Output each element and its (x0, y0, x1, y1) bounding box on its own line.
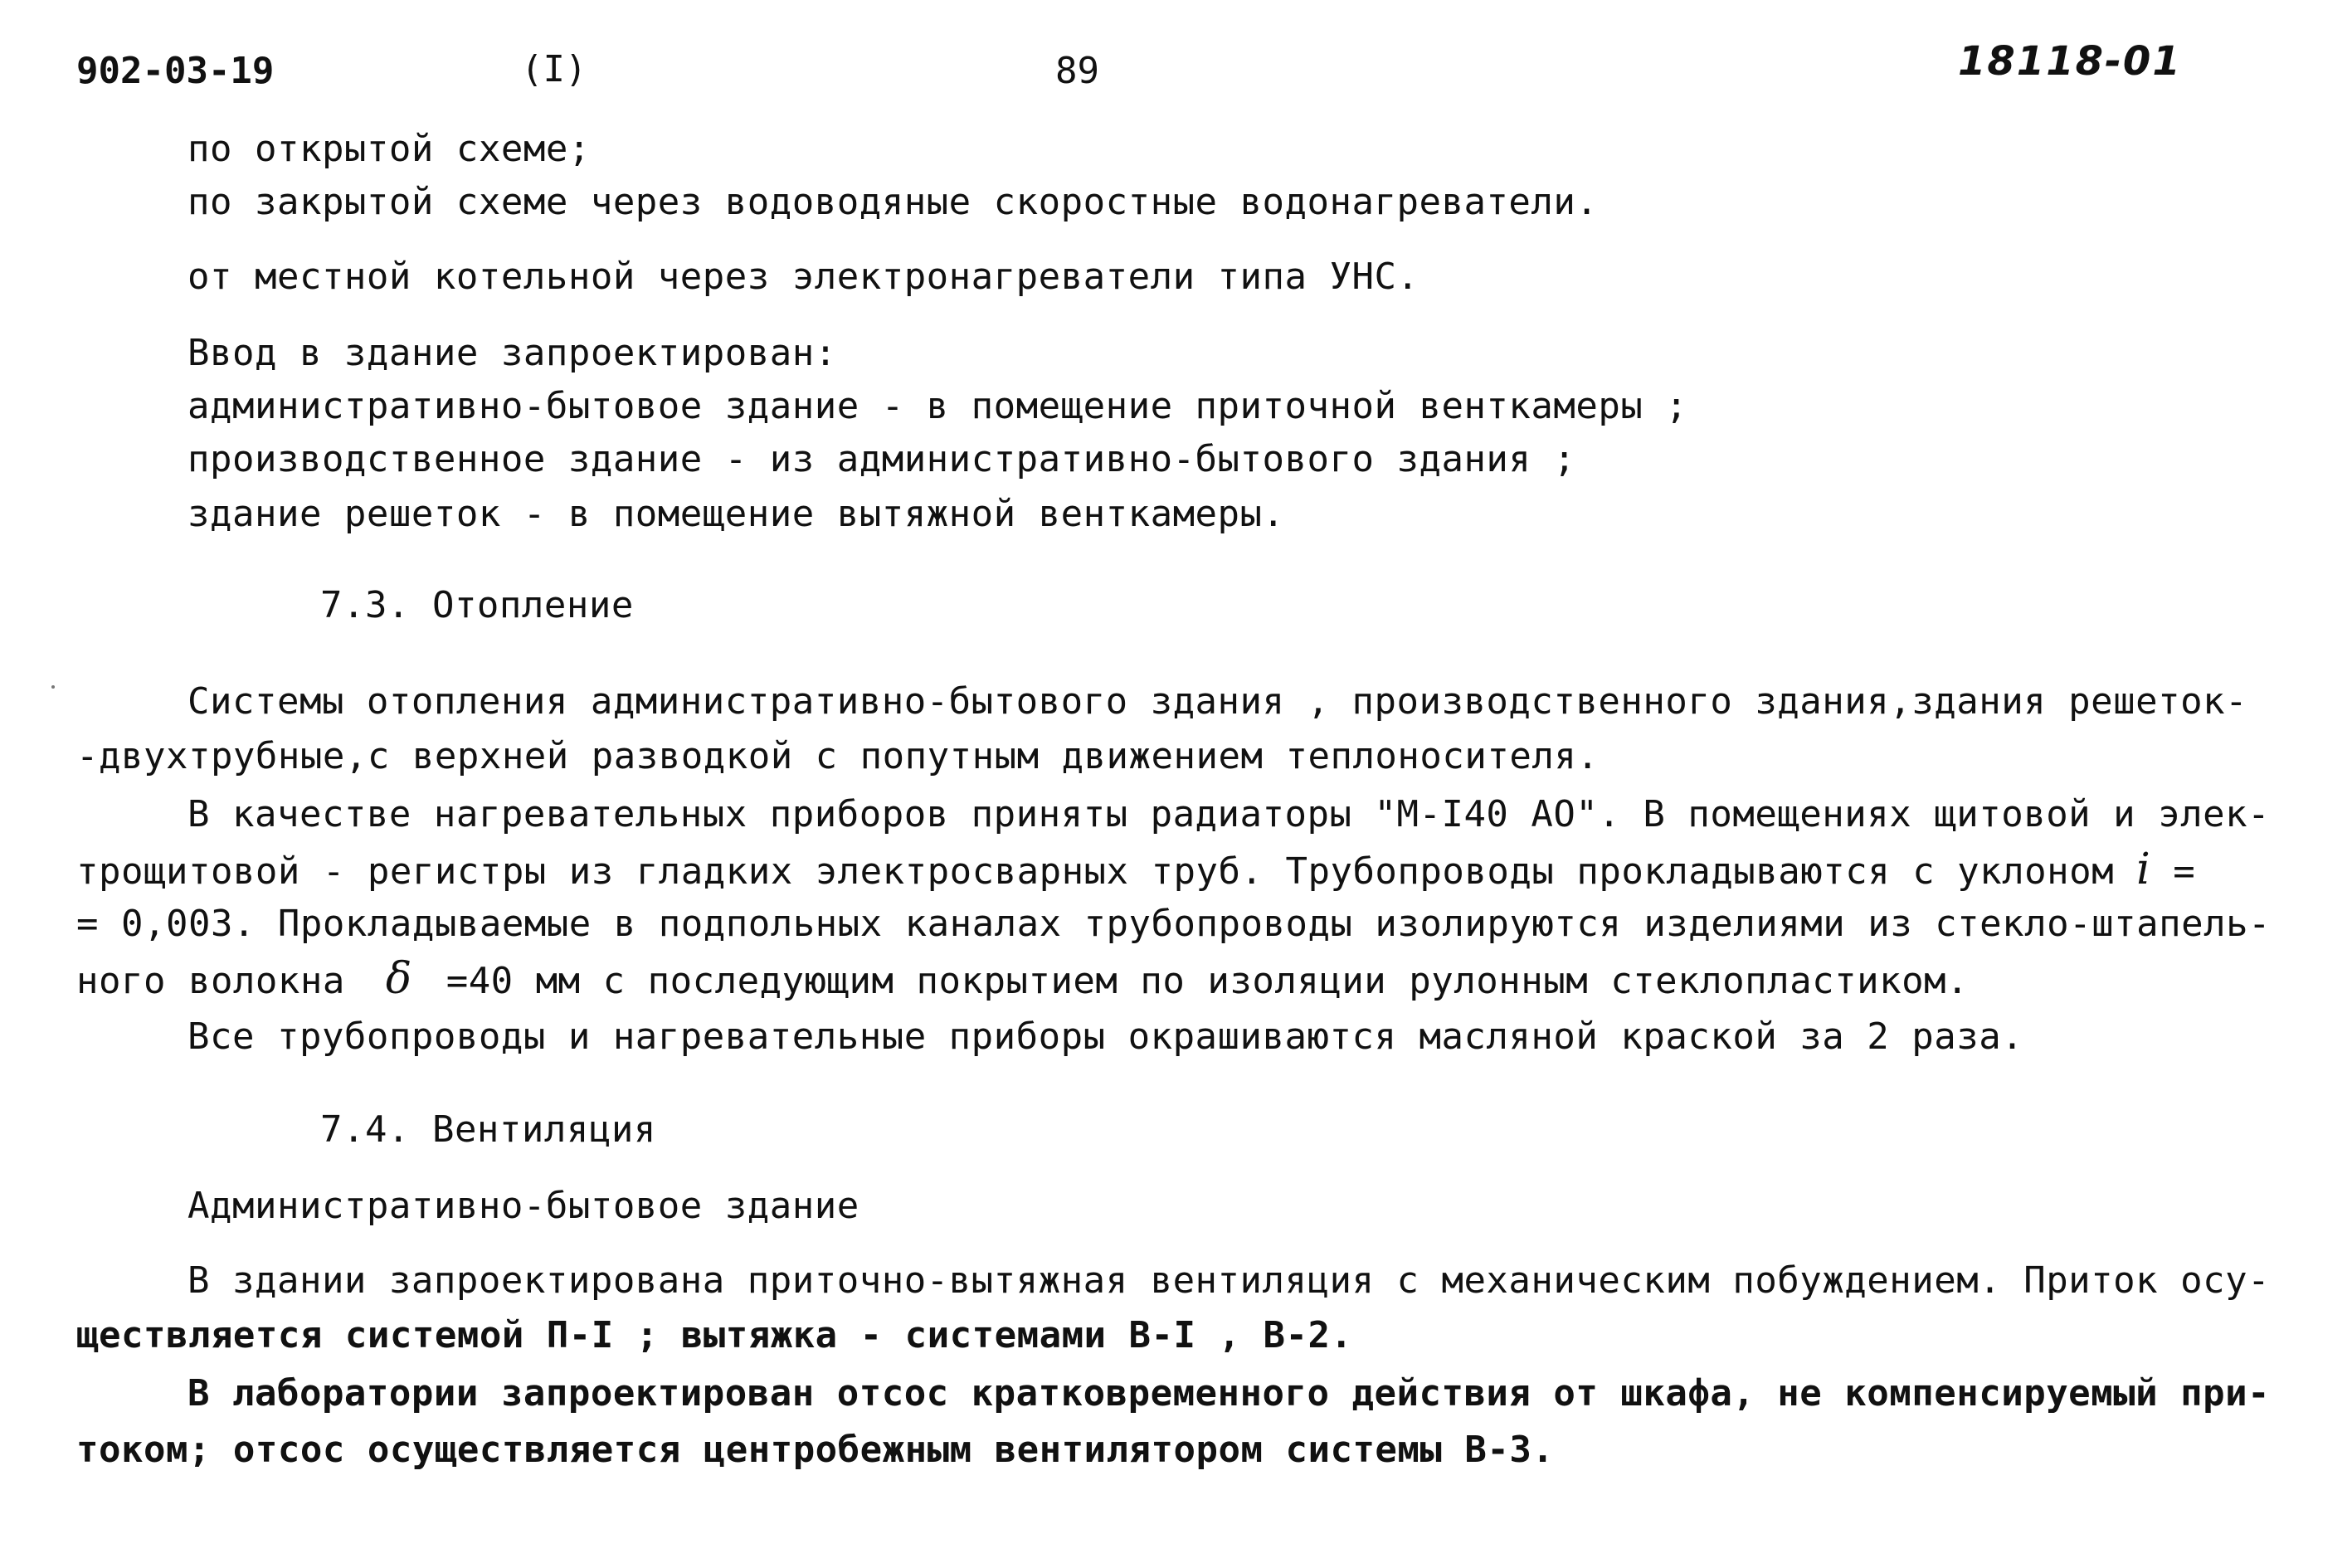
intro-line-6: производственное здание - из административно-бытового здания ; (187, 438, 1576, 480)
thickness-symbol: δ (385, 954, 412, 1004)
ventilation-paragraph-1-line-2: ществляется системой П-I ; вытяжка - системами В-I , В-2. (76, 1314, 1353, 1356)
ventilation-subheading: Административно-бытовое здание (187, 1185, 859, 1227)
intro-line-5: административно-бытовое здание - в помещение приточной венткамеры ; (187, 385, 1688, 427)
intro-line-3: от местной котельной через электронагреватели типа УНС. (187, 256, 1419, 298)
section-heading-ventilation: 7.4. Вентиляция (320, 1108, 656, 1151)
ventilation-paragraph-1-line-1: В здании запроектирована приточно-вытяжная вентиляция с механическим побуждением. Приток осу- (187, 1259, 2271, 1302)
page-number: 89 (1055, 50, 1099, 92)
volume-number: (I) (521, 48, 587, 90)
heating-paragraph-2-line-2 (76, 846, 2195, 895)
intro-line-4: Ввод в здание запроектирован: (187, 332, 837, 374)
intro-line-1: по открытой схеме; (187, 128, 591, 170)
heating-paragraph-1-line-2: -двухтрубные,с верхней разводкой с попутным движением теплоносителя. (76, 735, 1600, 777)
document-code: 902-03-19 (76, 50, 275, 92)
section-heading-heating: 7.3. Отопление (320, 584, 634, 626)
scan-speck (51, 685, 55, 689)
heating-paragraph-2-line-2-text: трощитовой - регистры из гладких электросварных труб. Трубопроводы прокладываются с уклоном (76, 850, 2115, 893)
heating-paragraph-2-line-3: = 0,003. Прокладываемые в подпольных каналах трубопроводы изолируются изделиями из стекло-штапель- (76, 903, 2272, 945)
heating-paragraph-3: Все трубопроводы и нагревательные приборы окрашиваются масляной краской за 2 раза. (187, 1015, 2024, 1058)
equals-sign: = (2173, 850, 2196, 893)
slope-symbol: i (2136, 845, 2151, 894)
heating-paragraph-2-line-4 (76, 956, 1969, 1005)
heating-paragraph-2-line-4-text: ного волокна (76, 960, 345, 1002)
ventilation-paragraph-2-line-2: током; отсос осуществляется центробежным вентилятором системы В-3. (76, 1429, 1555, 1471)
heating-paragraph-2-line-4-rest: =40 мм с последующим покрытием по изоляции рулонным стеклопластиком. (446, 960, 1970, 1002)
ventilation-paragraph-2-line-1: В лаборатории запроектирован отсос кратковременного действия от шкафа, не компенсируемый при- (187, 1372, 2271, 1415)
intro-line-2: по закрытой схеме через водоводяные скоростные водонагреватели. (187, 181, 1599, 223)
heating-paragraph-1-line-1: Системы отопления административно-бытового здания , производственного здания,здания решеток- (187, 680, 2248, 723)
heating-paragraph-2-line-1: В качестве нагревательных приборов приняты радиаторы "М-I40 АО". В помещениях щитовой и элек- (187, 793, 2271, 835)
intro-line-7: здание решеток - в помещение вытяжной венткамеры. (187, 493, 1285, 535)
stamp-number: 18118-01 (1958, 38, 2182, 85)
